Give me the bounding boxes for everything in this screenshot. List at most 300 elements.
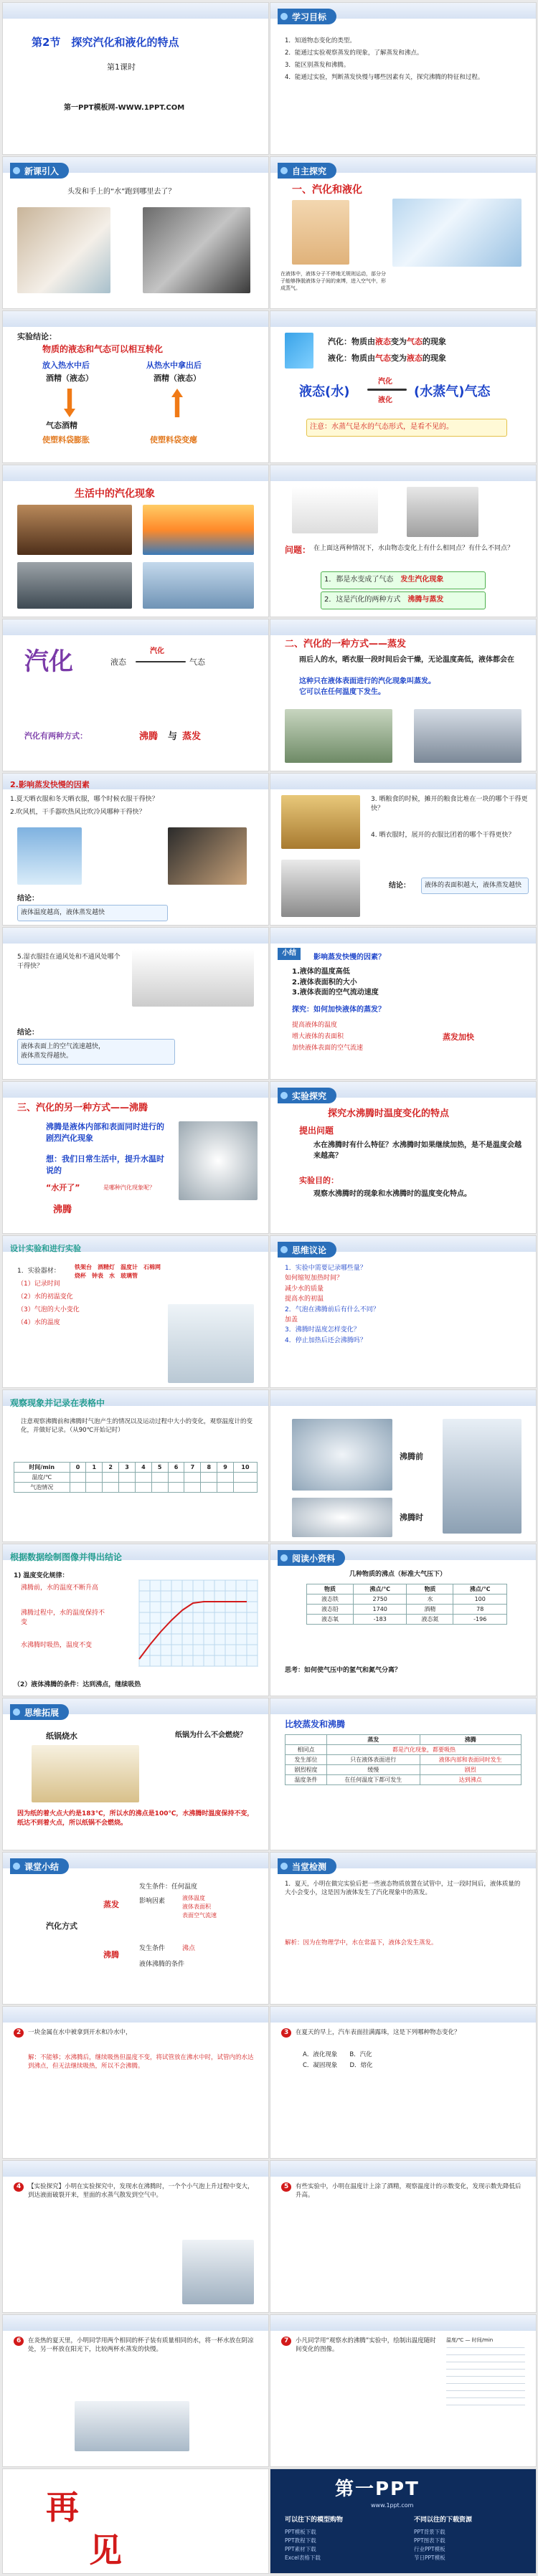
slide-16	[270, 1081, 537, 1234]
discussion-list	[285, 1263, 379, 1346]
goodbye-2: 见	[89, 2531, 122, 2570]
table-cell: 气泡情况	[14, 1483, 70, 1493]
slide-header	[270, 928, 536, 944]
table-header: 5	[151, 1463, 168, 1473]
conclusion-box	[17, 1039, 175, 1065]
eq-vaporize: 汽化	[378, 378, 392, 386]
slide-33	[2, 2468, 269, 2574]
evap-def: 这种只在液体表面进行的汽化现象叫蒸发。	[299, 678, 435, 685]
clothes-photo	[143, 562, 254, 609]
table-title: 几种物质的沸点（标准大气压下）	[349, 1571, 447, 1578]
answer-1	[321, 571, 486, 589]
puddle-photo	[17, 562, 132, 609]
factor-item: 1.液体的温度高低	[292, 968, 350, 976]
question-5: 5.湿衣服挂在通风处和不通风处哪个干得快？	[17, 954, 121, 971]
badge-reading: 阅读小资料	[278, 1550, 345, 1566]
table-cell: 只在液体表面进行	[327, 1755, 420, 1765]
slide-27	[2, 2006, 269, 2159]
side-question: 纸锅为什么不会燃烧？	[175, 1731, 247, 1739]
from-label: 酒精（液态）	[46, 374, 93, 383]
factors-question: 影响蒸发快慢的因素？	[313, 954, 385, 961]
purpose-text: 观察水沸腾时的现象和水沸腾时的温度变化特点。	[313, 1190, 471, 1198]
clothes-diagram	[132, 949, 254, 1007]
discussion-item: 3．沸腾时温度怎样变化？	[285, 1326, 360, 1334]
slide-22	[270, 1544, 537, 1696]
question-diagram	[182, 2240, 254, 2304]
connector: 与	[168, 731, 178, 742]
table-cell: 剧烈	[420, 1765, 521, 1775]
table-cell: 液态铅	[307, 1605, 354, 1615]
table-cell	[184, 1473, 201, 1483]
factor-item: 液体表面积	[182, 1904, 211, 1910]
table-cell	[184, 1483, 201, 1493]
table-header: 沸点/℃	[353, 1584, 407, 1594]
table-cell	[234, 1473, 258, 1483]
discussion-item: 1．实验中需要记录哪些量？	[285, 1265, 367, 1272]
clothesline-photo	[17, 827, 82, 885]
table-cell: 缓慢	[327, 1765, 420, 1775]
option: C．凝固现象	[303, 2062, 338, 2070]
question-number: 5	[281, 2182, 291, 2192]
equip-item: 玻璃管	[121, 1272, 138, 1279]
def-key: 气态	[407, 337, 423, 346]
answer-key: 发生汽化现象	[400, 576, 444, 584]
slide-header	[3, 2315, 268, 2331]
hint: 探究：如何加快液体的蒸发？	[292, 1006, 385, 1014]
steps-list	[17, 1265, 80, 1329]
table-cell	[70, 1483, 86, 1493]
link-list-2[interactable]	[414, 2528, 445, 2562]
slide-23	[2, 1698, 269, 1850]
cube-icon	[285, 333, 313, 369]
section-title: 三、汽化的另一种方式——沸腾	[17, 1103, 148, 1113]
record-table	[14, 1462, 258, 1493]
table-cell	[168, 1473, 184, 1483]
slide-header	[270, 619, 536, 635]
slide-21	[2, 1544, 269, 1696]
table-cell: -196	[453, 1615, 507, 1625]
link-item[interactable]: PPT教程下载	[285, 2537, 316, 2544]
question-1: 1.夏天晒衣服和冬天晒衣服，哪个时候衣服干得快？	[10, 796, 159, 803]
factor-item: 液体温度	[182, 1895, 205, 1901]
table-header: 时间/min	[14, 1463, 70, 1473]
method-item: 加快液体表面的空气流速	[292, 1045, 364, 1052]
slide-12	[270, 773, 537, 926]
conclusion-label: 结论：	[389, 882, 410, 890]
plastic-bag-photo	[392, 199, 522, 267]
shirt-photo	[281, 860, 360, 917]
goal-item: 1．知道物态变化的类型。	[285, 37, 356, 44]
badge-intro: 新课引入	[10, 163, 69, 179]
table-cell: 在任何温度下都可发生	[327, 1775, 420, 1785]
def-text: 的现象	[423, 353, 446, 363]
slide-32	[270, 2314, 537, 2467]
question-label: 问题：	[285, 545, 311, 555]
brand-url: www.1ppt.com	[371, 2502, 414, 2509]
link-item[interactable]: PPT素材下载	[285, 2546, 316, 2552]
table-row	[307, 1615, 507, 1625]
question-diagram	[75, 2401, 189, 2451]
table-cell: 都是汽化现象，都要吸热	[327, 1745, 522, 1755]
conclusion-box: 液体的表面积越大，液体蒸发越快	[421, 878, 529, 894]
caption: 在液体中，液体分子不停地无规则运动，部分分子能够挣脱液体分子间的束缚，进入空气中，形成蒸气。	[280, 271, 386, 292]
vaporization-def	[328, 336, 446, 348]
conclusion-label: 实验结论：	[17, 332, 57, 341]
table-cell	[151, 1473, 168, 1483]
slide-header	[270, 774, 536, 789]
table-header: 8	[201, 1463, 217, 1473]
hand-dryer-photo	[143, 207, 250, 293]
use-label: 使塑料袋膨胀	[42, 435, 90, 445]
kettle-photo	[17, 505, 132, 555]
slide-header	[3, 619, 268, 635]
slide-3	[2, 156, 269, 309]
up-arrow-icon	[171, 389, 183, 417]
slide-13	[2, 927, 269, 1080]
table-cell	[151, 1483, 168, 1493]
table-cell	[168, 1483, 184, 1493]
purpose-label: 实验目的：	[299, 1176, 339, 1185]
cold-label: 从热水中拿出后	[146, 361, 202, 370]
paper-pot-photo	[32, 1745, 139, 1802]
badge-experiment: 实验探究	[278, 1088, 336, 1103]
table-header: 物质	[307, 1584, 354, 1594]
wet-road-photo	[285, 709, 392, 763]
experiment-title: 探究水沸腾时温度变化的特点	[328, 1108, 450, 1119]
conclusion-box: 液体温度越高，液体蒸发越快	[17, 905, 168, 921]
conclusion-2: 沸腾前，水的温度不断升高	[21, 1584, 99, 1592]
method-result: 蒸发加快	[443, 1032, 474, 1042]
question-text: 在夏天的早上，汽车表面挂满露珠，这是下列哪种物态变化？	[296, 2029, 461, 2036]
link-item[interactable]: PPT图表下载	[414, 2537, 445, 2544]
def-text: 变为	[391, 337, 407, 346]
word-vaporize: 汽化	[24, 647, 73, 676]
to-label: 气态酒精	[46, 421, 77, 430]
slide-2	[270, 2, 537, 155]
tree-boil-point: 沸点	[182, 1945, 196, 1952]
table-header: 1	[86, 1463, 103, 1473]
table-header	[285, 1735, 327, 1745]
goodbye-1: 再	[46, 2488, 79, 2527]
table-header: 沸腾	[420, 1735, 521, 1745]
conclusion-line: 液体表面上的空气流速越快，	[21, 1043, 105, 1050]
badge-summary: 课堂小结	[10, 1858, 69, 1874]
tree-evap-cond: 发生条件：任何温度	[139, 1883, 198, 1891]
slide-29	[2, 2160, 269, 2313]
link-col-1: 可以往下的模型购物	[285, 2516, 344, 2524]
hair-dryer-photo	[168, 827, 247, 885]
life-title: 生活中的汽化现象	[75, 488, 155, 500]
question-text: 【实验探究】小明在实验探究中，发现水在沸腾时，一个个小气泡上升过程中变大，到达液面破裂开来，里面的水蒸气散发到空气中。	[28, 2183, 254, 2200]
question-text: 在上面这两种情况下，水由物态变化上有什么相同点？有什么不同点？	[313, 545, 514, 552]
tree-evap: 蒸发	[103, 1900, 119, 1909]
table-header: 9	[217, 1463, 234, 1473]
slide-header	[3, 928, 268, 944]
badge-goals: 学习目标	[278, 9, 336, 24]
table-cell	[119, 1483, 136, 1493]
method-item: 增大液体的表面积	[292, 1033, 344, 1041]
grain-photo	[281, 795, 360, 849]
evap-note: 它可以在任何温度下发生。	[299, 688, 385, 696]
question-text: 一块金属在水中被拿到开水和冷水中，	[28, 2029, 132, 2036]
conclusion-3: 沸腾过程中，水的温度保持不变	[21, 1610, 105, 1627]
slide-24	[270, 1698, 537, 1850]
table-header: 沸点/℃	[453, 1584, 507, 1594]
conclusion-label: 结论：	[17, 1029, 39, 1037]
slide-header	[270, 1698, 536, 1714]
goal-item: 4．能通过实验，判断蒸发快慢与哪些因素有关，探究沸腾的特征和过程。	[285, 74, 484, 81]
table-cell	[135, 1473, 151, 1483]
option: D．熔化	[349, 2062, 373, 2070]
question-text: 有些实验中，小明在温度计上涂了酒精，观察温度计的示数变化，发现示数先降低后升高。	[296, 2183, 522, 2200]
evap-text: 雨后人的水，晒衣服一段时间后会干燥，无论温度高低，液体都会在	[299, 656, 514, 664]
arrow-right-icon	[136, 661, 186, 662]
tree-evap-factors: 影响因素	[139, 1898, 166, 1905]
table-header: 0	[70, 1463, 86, 1473]
table-cell: 液态铁	[307, 1594, 354, 1605]
summary-tag: 小结	[278, 948, 301, 960]
badge-test: 当堂检测	[278, 1858, 336, 1874]
question-text: 在炎热的夏天里，小明同学用两个相同的杯子装有质量相同的水，将一杯水放在阴凉处，另一杯放在阳光下，比较两杯水蒸发的快慢。	[28, 2337, 254, 2354]
question-text: 小凡同学用“观察水的沸腾”实验中，绘制出温度随时间变化的图像。	[296, 2337, 436, 2354]
question-number: 4	[14, 2182, 24, 2192]
table-header: 10	[234, 1463, 258, 1473]
boy-illustration	[292, 200, 349, 265]
brand-logo: 第一PPT	[335, 2478, 420, 2500]
slide-7	[2, 465, 269, 617]
goal-item: 2．能通过实验观察蒸发的现象，了解蒸发和沸点。	[285, 49, 423, 57]
intro-question: 头发和手上的“水”跑到哪里去了？	[67, 188, 176, 196]
ways-label: 汽化有两种方式：	[24, 731, 88, 741]
process-label: 汽化	[150, 647, 164, 655]
tree-boil-cond: 发生条件	[139, 1945, 166, 1952]
slide-10	[270, 619, 537, 771]
experiment-sub: 提出问题	[299, 1126, 334, 1136]
option: A．液化现象	[303, 2051, 338, 2058]
before-boiling-photo	[292, 1419, 392, 1491]
answer-item: 提高水的初温	[285, 1296, 324, 1303]
method-item: 提高液体的温度	[292, 1022, 338, 1029]
during-tag: 沸腾时	[400, 1513, 423, 1522]
table-cell: 剧烈程度	[285, 1765, 327, 1775]
equip-item: 铁架台	[75, 1264, 92, 1270]
equip-item: 烧杯	[75, 1272, 86, 1279]
sunset-photo	[143, 505, 254, 555]
slide-header	[270, 2161, 536, 2177]
way-evaporation: 蒸发	[182, 731, 202, 742]
slide-11	[2, 773, 269, 926]
slide-8	[270, 465, 537, 617]
table-cell	[103, 1483, 119, 1493]
link-item[interactable]: Excel表格下载	[285, 2554, 321, 2561]
step-item: （1）记录时间	[17, 1280, 60, 1288]
experiment-question: 水在沸腾时有什么特征？水沸腾时如果继续加热，是不是温度会越来越高？	[313, 1141, 522, 1160]
table-cell: 水	[407, 1594, 453, 1605]
badge-explore: 自主探究	[278, 163, 336, 179]
clothes-hanger-photo	[407, 487, 478, 537]
section-title: 一、汽化和液化	[292, 184, 362, 196]
slide-header	[270, 1390, 536, 1406]
conclusion-label: 结论：	[17, 895, 39, 903]
question-number: 7	[281, 2337, 291, 2346]
answer-key: 沸腾与蒸发	[407, 596, 444, 604]
table-cell: 达到沸点	[420, 1775, 521, 1785]
equip-item: 钟表	[92, 1272, 103, 1279]
boiling-quote: “水开了”	[46, 1183, 80, 1192]
answer-item: 如何缩短加热时间？	[285, 1275, 344, 1283]
slide-header	[3, 3, 268, 19]
slide-31	[2, 2314, 269, 2467]
table-cell: 酒精	[407, 1605, 453, 1615]
beaker-photo	[443, 1419, 522, 1534]
equip-item: 石棉网	[143, 1264, 161, 1270]
badge-extension: 思维拓展	[10, 1704, 69, 1720]
record-title: 观察现象并记录在表格中	[10, 1398, 105, 1408]
slide-19	[2, 1389, 269, 1542]
from-label-2: 酒精（液态）	[154, 374, 201, 383]
table-cell: 液态氮	[407, 1615, 453, 1625]
question-3: 3. 晒粮食的时候，摊开的粮食比堆在一块的哪个干得更快？	[371, 796, 528, 813]
option: B．汽化	[349, 2051, 372, 2058]
liquid-label: 液态	[110, 657, 126, 667]
slide-9	[2, 619, 269, 771]
slide-1	[2, 2, 269, 155]
table-cell: 78	[453, 1605, 507, 1615]
table-cell	[217, 1473, 234, 1483]
gas-label: 气态	[189, 657, 205, 667]
site-name: 第一PPT模板网-WWW.1PPT.COM	[64, 104, 185, 112]
hair-dryer-photo	[17, 207, 110, 293]
boiling-question: 想：我们日常生活中，提升水温时说的	[46, 1154, 164, 1175]
link-col-2: 不同以往的下载资源	[414, 2516, 473, 2524]
table-header: 2	[103, 1463, 119, 1473]
section-title: 二、汽化的一种方式——蒸发	[285, 639, 407, 650]
table-cell: -183	[353, 1615, 407, 1625]
table-cell	[86, 1473, 103, 1483]
badge-discussion: 思维议论	[278, 1242, 336, 1258]
method-list	[292, 1020, 363, 1055]
slide-header	[270, 2315, 536, 2331]
table-cell: 1740	[353, 1605, 407, 1615]
def-text: 的现象	[423, 337, 446, 346]
slide-6	[270, 310, 537, 463]
design-title: 设计实验和进行实验	[10, 1244, 81, 1253]
lesson-title: 第2节 探究汽化和液化的特点	[32, 36, 179, 49]
slide-5	[2, 310, 269, 463]
factor-item: 2.液体表面积的大小	[292, 978, 357, 987]
boiling-tail: 是哪种汽化现象呢？	[103, 1184, 155, 1191]
lesson-subtitle: 第1课时	[107, 62, 136, 72]
tree-boil: 沸腾	[103, 1950, 119, 1959]
equip-item: 温度计	[121, 1264, 138, 1270]
slide-header	[3, 2007, 268, 2023]
laundry-photo	[414, 709, 522, 763]
slide-34	[270, 2468, 537, 2574]
table-cell	[201, 1473, 217, 1483]
discussion-item: 2．气泡在沸腾前后有什么不同？	[285, 1306, 379, 1313]
slide-15	[2, 1081, 269, 1234]
def-key: 气态	[375, 353, 391, 363]
table-cell: 液体内部和表面同时发生	[420, 1755, 521, 1765]
eq-right: (水蒸气)气态	[414, 384, 491, 399]
slide-18	[270, 1235, 537, 1388]
before-tag: 沸腾前	[400, 1452, 423, 1461]
table-cell	[86, 1483, 103, 1493]
boiling-answer: 沸腾	[53, 1204, 72, 1215]
temp-chart	[125, 1573, 261, 1677]
use-label-2: 使塑料袋变瘪	[150, 435, 197, 445]
table-cell	[201, 1483, 217, 1493]
factor-item: 3.液体表面的空气流动速度	[292, 989, 379, 997]
step-item: 1．实验器材：	[17, 1268, 60, 1275]
table-header: 7	[184, 1463, 201, 1473]
arrow-right-icon	[367, 389, 407, 391]
step-item: （4）水的温度	[17, 1319, 60, 1326]
table-cell: 温度/℃	[14, 1473, 70, 1483]
slide-header	[3, 2161, 268, 2177]
goals-list	[285, 35, 529, 84]
table-cell: 温度条件	[285, 1775, 327, 1785]
slide-header	[3, 465, 268, 481]
question-2: 2.吹风机，干手器吹热风比吹冷风哪种干得快？	[10, 809, 146, 816]
question-number: 3	[281, 2028, 291, 2038]
way-boiling: 沸腾	[139, 731, 159, 742]
tree-boil-req: 液体沸腾的条件	[139, 1961, 185, 1968]
link-item[interactable]: PPT模板下载	[285, 2529, 316, 2535]
slide-17	[2, 1235, 269, 1388]
conclusion-text: 物质的液态和气态可以相互转化	[42, 344, 164, 354]
link-item[interactable]: 节日PPT模板	[414, 2554, 445, 2561]
note-box: 注意：水蒸气是水的气态形式，是看不见的。	[306, 419, 507, 437]
table-cell	[103, 1473, 119, 1483]
answer-text: 解：不能够；水沸腾后，继续吸热但温度不变，将试管放在沸水中时，试管内的水达到沸点，但无法继续吸热，所以不会沸腾。	[28, 2054, 254, 2071]
table-header: 4	[135, 1463, 151, 1473]
def-text: 变为	[391, 353, 407, 363]
options	[303, 2050, 373, 2072]
reading-question: 思考：如何使气压中的氢气和氮气分离？	[285, 1667, 402, 1674]
equip-item: 酒精灯	[98, 1264, 115, 1270]
table-cell: 发生部位	[285, 1755, 327, 1765]
explanation: 因为纸的着火点大约是183℃，所以水的沸点是100℃，水沸腾时温度保持不变，纸达不到着火点，所以纸锅不会燃烧。	[17, 1810, 254, 1828]
tree-root: 汽化方式	[46, 1921, 77, 1931]
slide-25	[2, 1852, 269, 2005]
table-cell: 相同点	[285, 1745, 327, 1755]
conclusion-1: 1) 温度变化规律：	[14, 1572, 69, 1579]
graph-title: 根据数据绘制图像并得出结论	[10, 1552, 123, 1562]
question-number: 6	[14, 2337, 24, 2346]
step-item: （2）水的初温变化	[17, 1293, 73, 1301]
table-cell	[119, 1473, 136, 1483]
question-4: 4. 晒衣服时，展开的衣服比团着的哪个干得更快？	[371, 832, 515, 839]
equip-item: 水	[109, 1272, 115, 1279]
boiling-pot-photo	[179, 1121, 258, 1200]
table-header: 3	[119, 1463, 136, 1473]
boiling-def: 沸腾是液体内部和表面同时进行的剧烈汽化现象	[46, 1122, 164, 1143]
factor-item: 表面空气流速	[182, 1912, 217, 1919]
goal-item: 3．能区别蒸发和沸腾。	[285, 62, 350, 69]
link-item[interactable]: 行业PPT模板	[414, 2546, 445, 2552]
question-number: 2	[14, 2028, 24, 2038]
link-list-1[interactable]	[285, 2528, 321, 2562]
table-cell: 2750	[353, 1594, 407, 1605]
link-item[interactable]: PPT背景下载	[414, 2529, 445, 2535]
table-cell: 液态氧	[307, 1615, 354, 1625]
slide-4	[270, 156, 537, 309]
answer-text: 2．这是汽化的两种方式	[324, 596, 401, 604]
down-arrow-icon	[64, 389, 75, 417]
answer-grid	[446, 2347, 525, 2412]
boiling-pot-photo	[292, 487, 378, 533]
